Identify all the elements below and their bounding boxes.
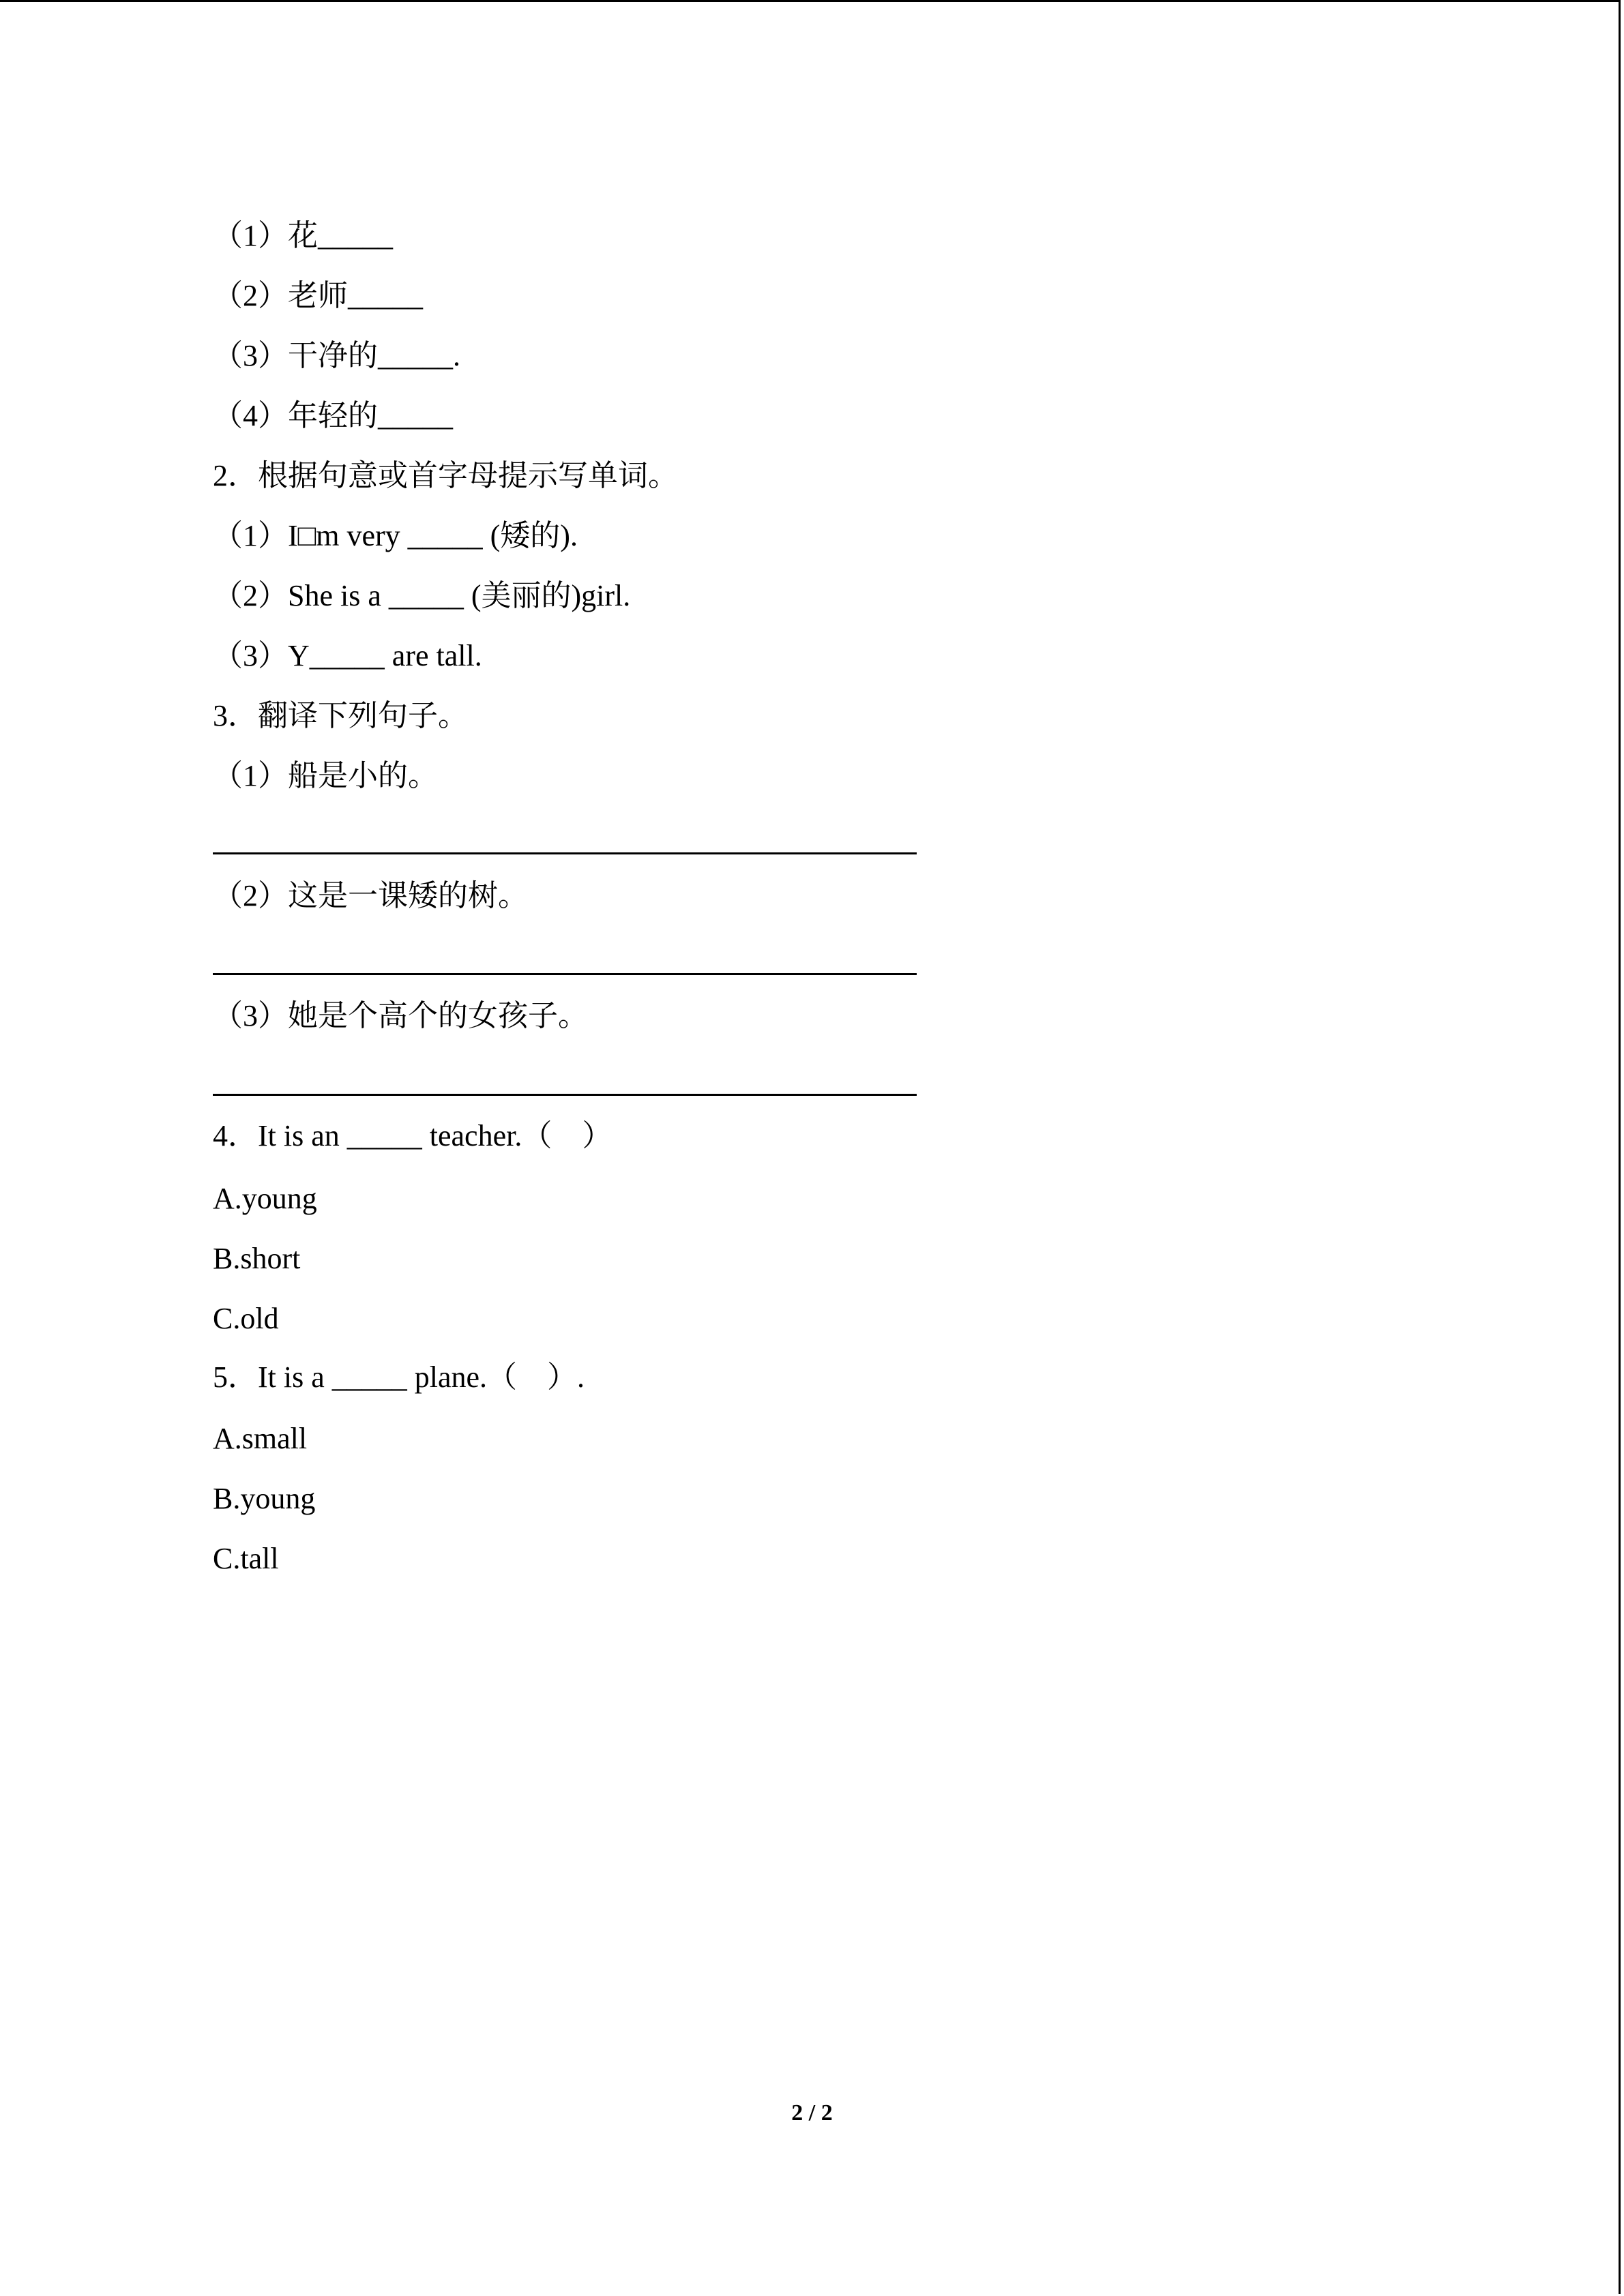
fill-item-1: （1）I□m very _____ (矮的). <box>213 519 578 552</box>
answer-line-2 <box>213 973 917 975</box>
question4-option-c: C.old <box>213 1302 279 1335</box>
vocab-item-2: （2）老师_____ <box>213 279 423 312</box>
question4-option-b: B.short <box>213 1242 301 1275</box>
answer-line-1 <box>213 852 917 854</box>
question4-option-a: A.young <box>213 1182 317 1215</box>
fill-item-3: （3）Y_____ are tall. <box>213 639 482 672</box>
answer-line-3 <box>213 1094 917 1096</box>
question4-stem: 4．It is an _____ teacher.（ ） <box>213 1119 612 1152</box>
translate-item-1: （1）船是小的。 <box>213 759 438 792</box>
page-number: 2 / 2 <box>791 2100 833 2126</box>
vocab-item-4: （4）年轻的_____ <box>213 399 453 432</box>
fill-item-2: （2）She is a _____ (美丽的)girl. <box>213 579 631 612</box>
question5-option-b: B.young <box>213 1482 316 1515</box>
question5-stem: 5．It is a _____ plane.（ ）. <box>213 1360 585 1394</box>
translate-item-2: （2）这是一课矮的树。 <box>213 879 528 912</box>
translate-item-3: （3）她是个高个的女孩子。 <box>213 999 588 1032</box>
vocab-item-1: （1）花_____ <box>213 219 393 252</box>
question5-option-a: A.small <box>213 1422 308 1455</box>
vocab-item-3: （3）干净的_____. <box>213 339 460 372</box>
section3-heading: 3．翻译下列句子。 <box>213 699 468 732</box>
section2-heading: 2．根据句意或首字母提示写单词。 <box>213 459 678 492</box>
question5-option-c: C.tall <box>213 1542 279 1575</box>
